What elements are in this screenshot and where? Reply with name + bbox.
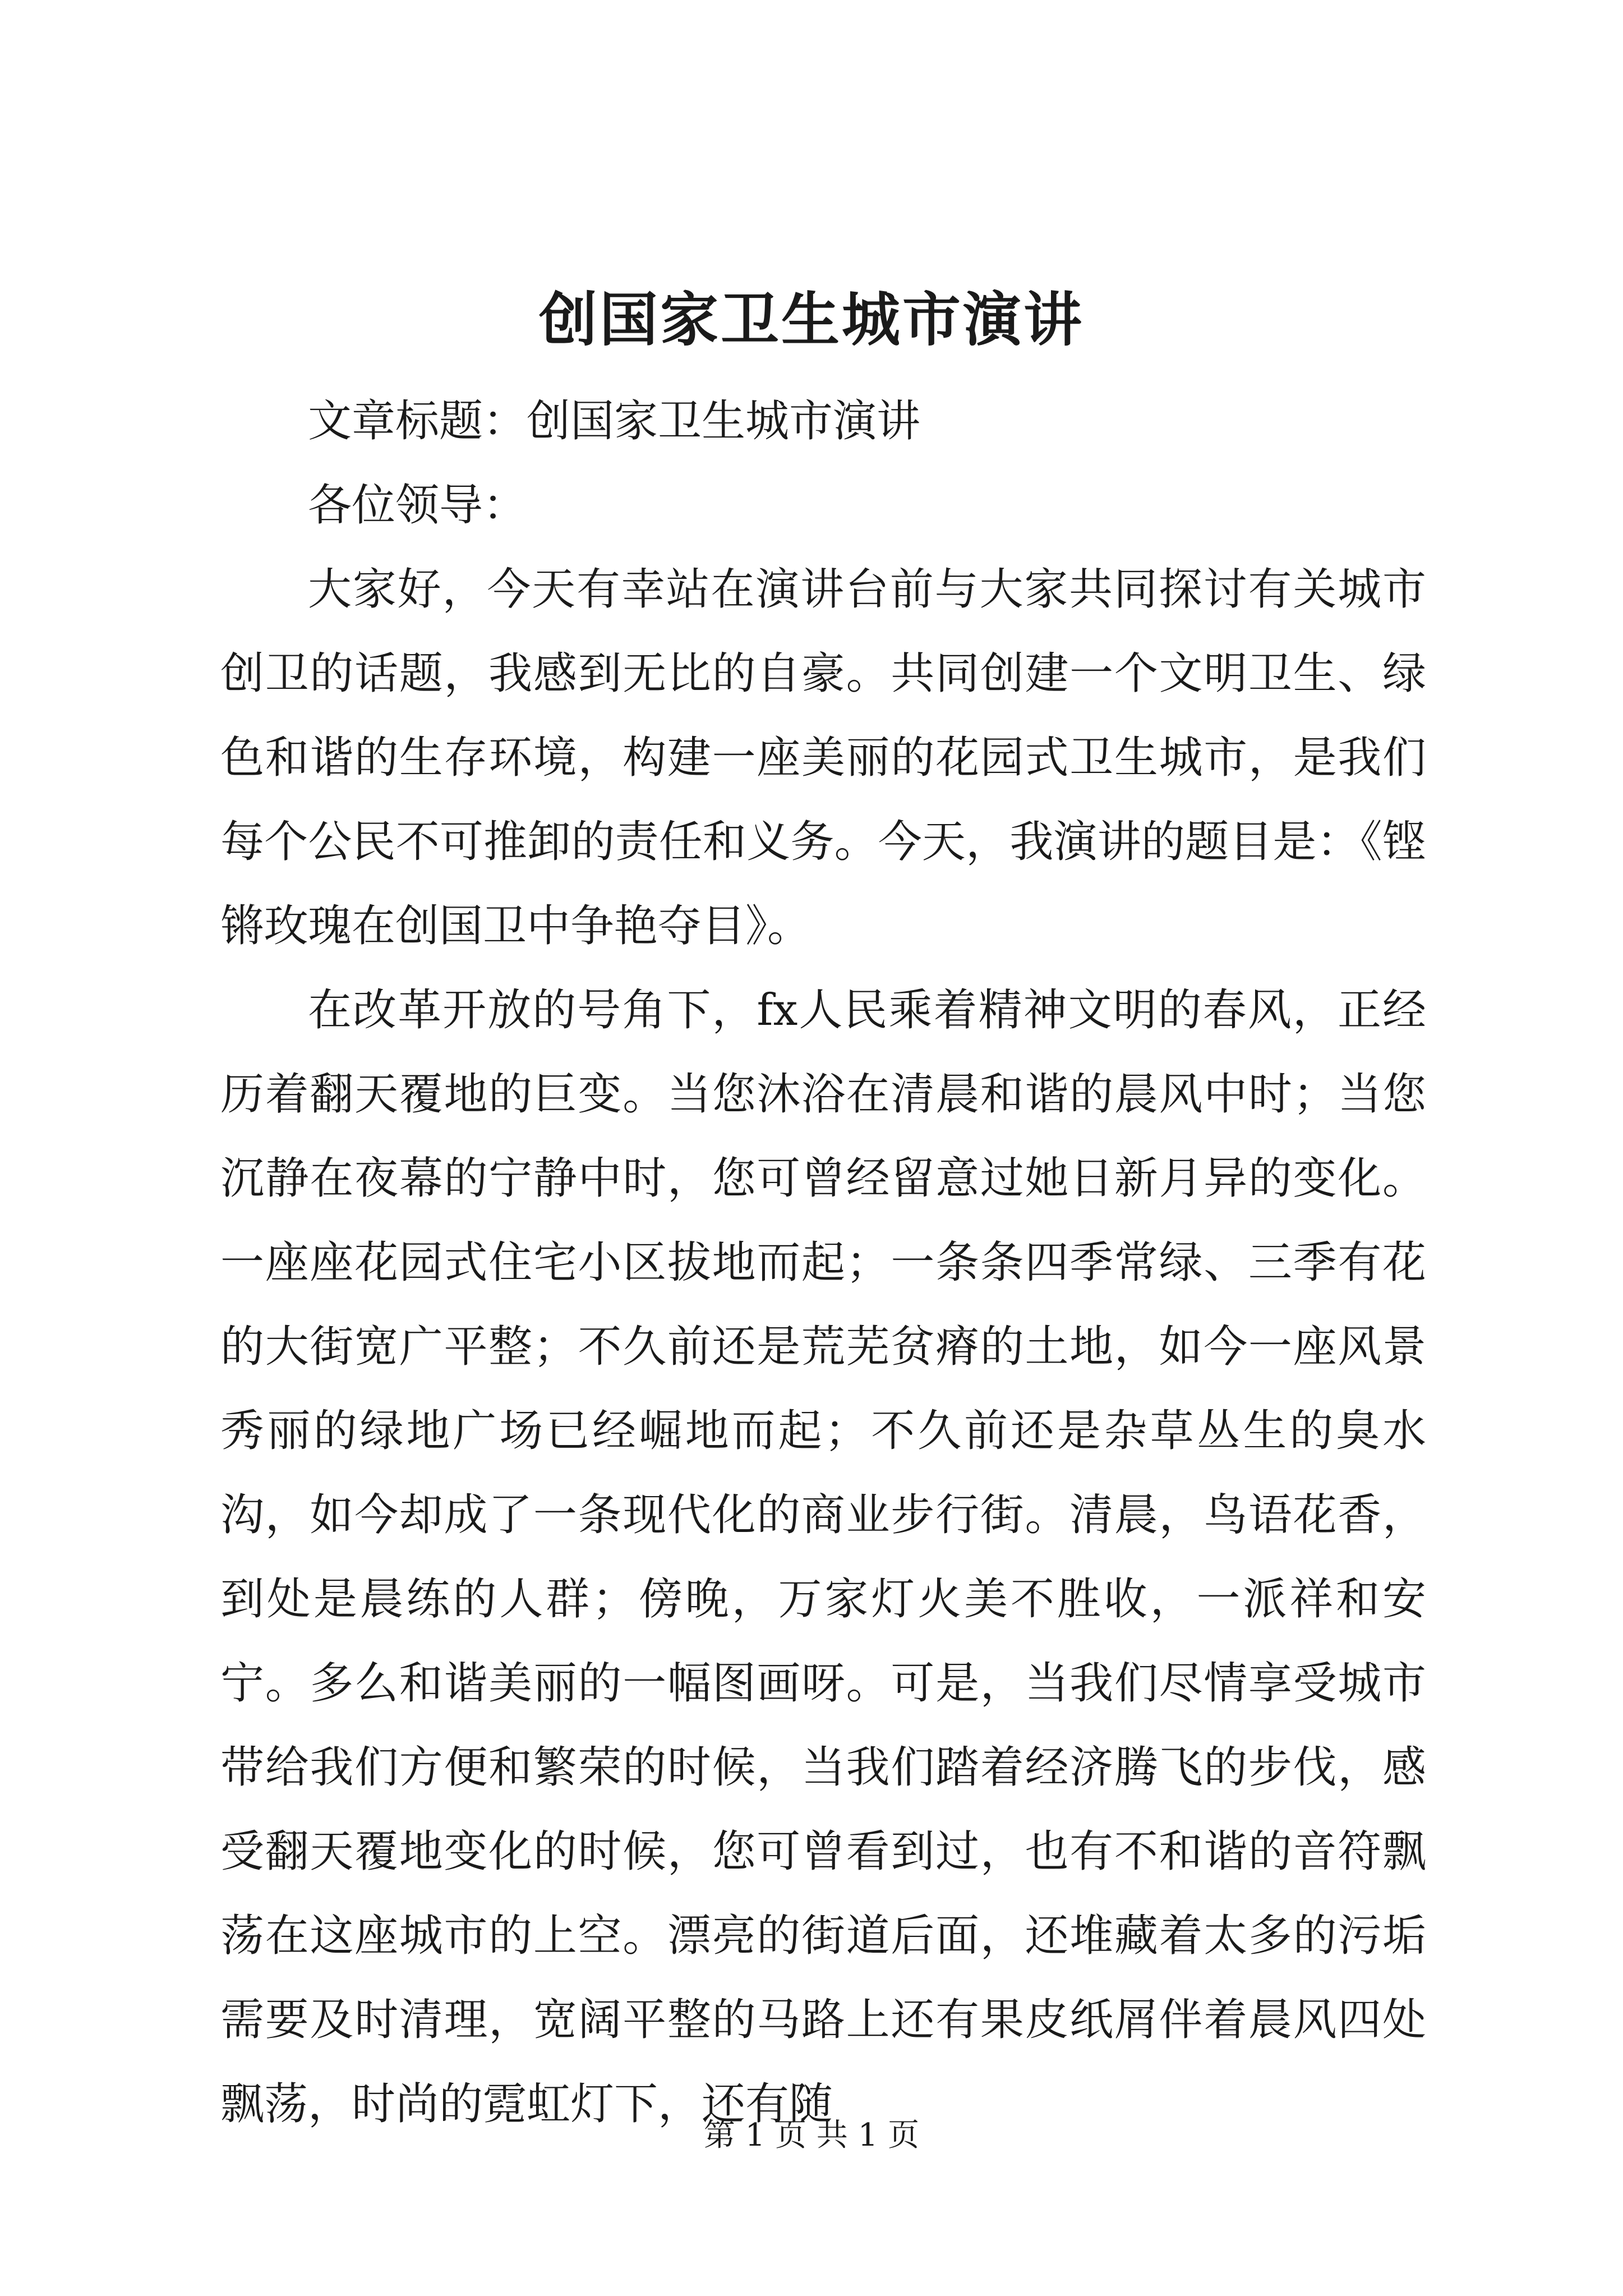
paragraph-article-title: 文章标题：创国家卫生城市演讲 [308, 396, 921, 447]
paragraph-intro: 大家好，今天有幸站在演讲台前与大家共同探讨有关城市创卫的话题，我感到无比的自豪。共同创建一个文明卫生、绿色和谐的生存环境，构建一座美丽的花园式卫生城市，是我们每个公民不可推卸的责任和义务。今天，我演讲的题目是：《铿锵玫瑰在创国卫中争艳夺目》。 [220, 564, 1426, 951]
document-body [220, 379, 1426, 2146]
paragraph-main: 在改革开放的号角下，fx人民乘着精神文明的春风，正经历着翻天覆地的巨变。当您沐浴在清晨和谐的晨风中时；当您沉静在夜幕的宁静中时，您可曾经留意过她日新月异的变化。一座座花园式住宅小区拔地而起；一条条四季常绿、三季有花的大街宽广平整；不久前还是荒芜贫瘠的土地，如今一座风景秀丽的绿地广场已经崛地而起；不久前还是杂草丛生的臭水沟，如今却成了一条现代化的商业步行街。清晨，鸟语花香，到处是晨练的人群；傍晚，万家灯火美不胜收，一派祥和安宁。多么和谐美丽的一幅图画呀。可是，当我们尽情享受城市带给我们方便和繁荣的时候，当我们踏着经济腾飞的步伐，感受翻天覆地变化的时候，您可曾看到过，也有不和谐的音符飘荡在这座城市的上空。漂亮的街道后面，还堆藏着太多的污垢需要及时清理，宽阔平整的马路上还有果皮纸屑伴着晨风四处飘荡，时尚的霓虹灯下，还有随 [220, 985, 1426, 2129]
page-footer: 第 1 页 共 1 页 [703, 2117, 920, 2154]
paragraph-salutation: 各位领导： [308, 480, 527, 531]
document-title: 创国家卫生城市演讲 [538, 285, 1084, 354]
